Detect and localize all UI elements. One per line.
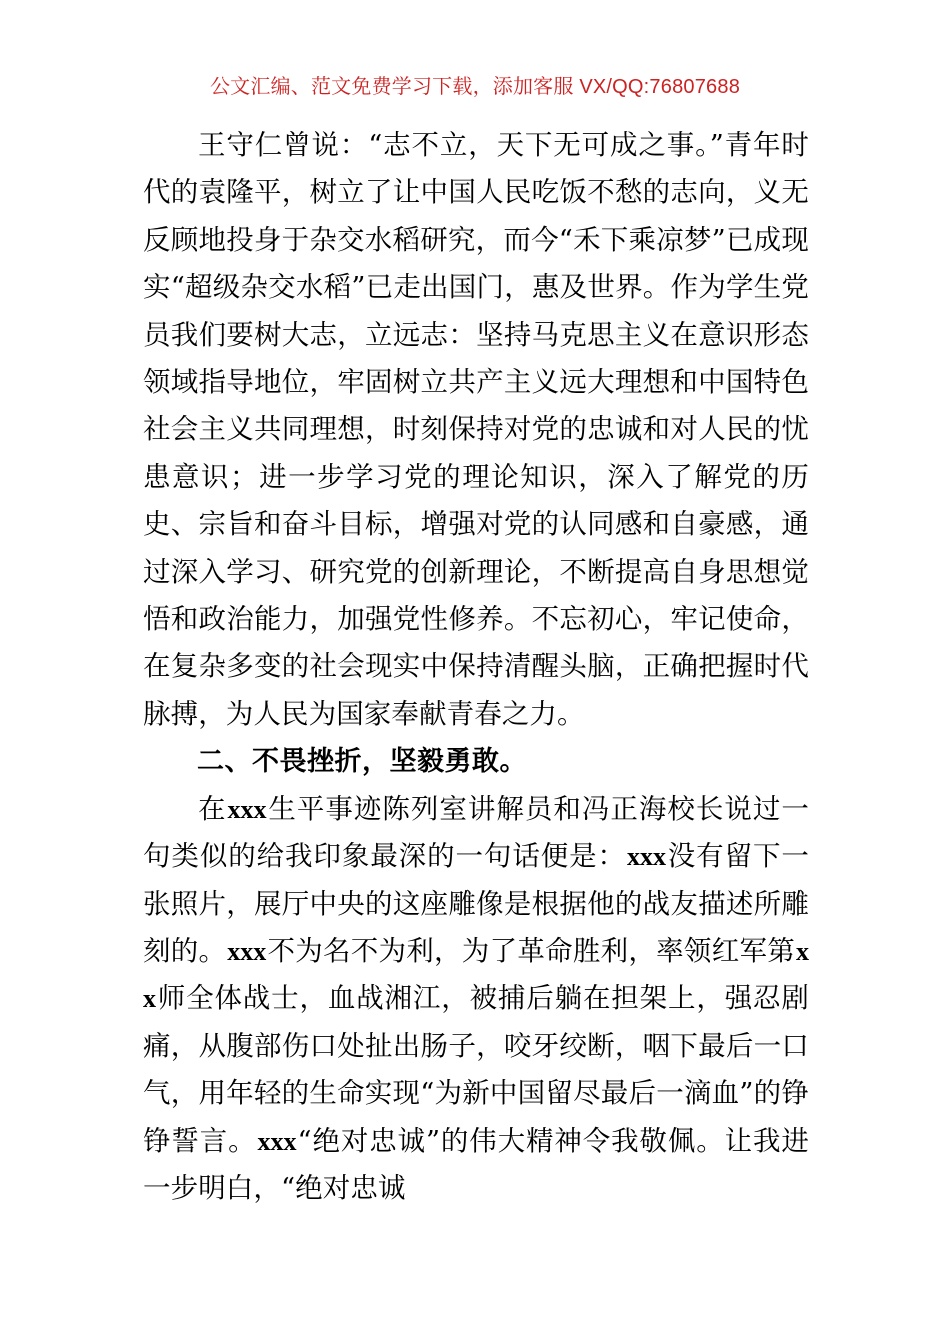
section-heading-2: 二、不畏挫折，坚毅勇敢。 xyxy=(197,746,527,777)
redacted-name-token: xxx xyxy=(227,936,267,966)
redacted-name-token: xxx xyxy=(257,1126,297,1156)
document-body xyxy=(143,122,809,1212)
paragraph-2: 在xxx生平事迹陈列室讲解员和冯正海校长说过一句类似的给我印象最深的一句话便是：xxx没有留下一张照片，展厅中央的这座雕像是根据他的战友描述所雕刻的。xxx不为名不为利，为了革命胜利，率领红军第xx师全体战士，血战湘江，被捕后躺在担架上，强忍剧痛，从腹部伤口处扯出肠子，咬牙绞断，咽下最后一口气，用年轻的生命实现“为新中国留尽最后一滴血”的铮铮誓言。xxx“绝对忠诚”的伟大精神令我敬佩。让我进一步明白，“绝对忠诚 xyxy=(143,792,809,1204)
paragraph-1: 王守仁曾说：“志不立，天下无可成之事。”青年时代的袁隆平，树立了让中国人民吃饭不愁的志向，义无反顾地投身于杂交水稻研究，而今“禾下乘凉梦”已成现实“超级杂交水稻”已走出国门，惠及世界。作为学生党员我们要树大志，立远志：坚持马克思主义在意识形态领域指导地位，牢固树立共产主义远大理想和中国特色社会主义共同理想，时刻保持对党的忠诚和对人民的忧患意识；进一步学习党的理论知识，深入了解党的历史、宗旨和奋斗目标，增强对党的认同感和自豪感，通过深入学习、研究党的创新理论，不断提高自身思想觉悟和政治能力，加强党性修养。不忘初心，牢记使命，在复杂多变的社会现实中保持清醒头脑，正确把握时代脉搏，为人民为国家奉献青春之力。 xyxy=(143,129,809,730)
document-header-note: 公文汇编、范文免费学习下载，添加客服 VX/QQ:76807688 xyxy=(209,76,741,98)
redacted-name-token: xx xyxy=(143,936,809,1014)
redacted-name-token: xxx xyxy=(227,794,267,824)
redacted-name-token: xxx xyxy=(626,842,666,872)
